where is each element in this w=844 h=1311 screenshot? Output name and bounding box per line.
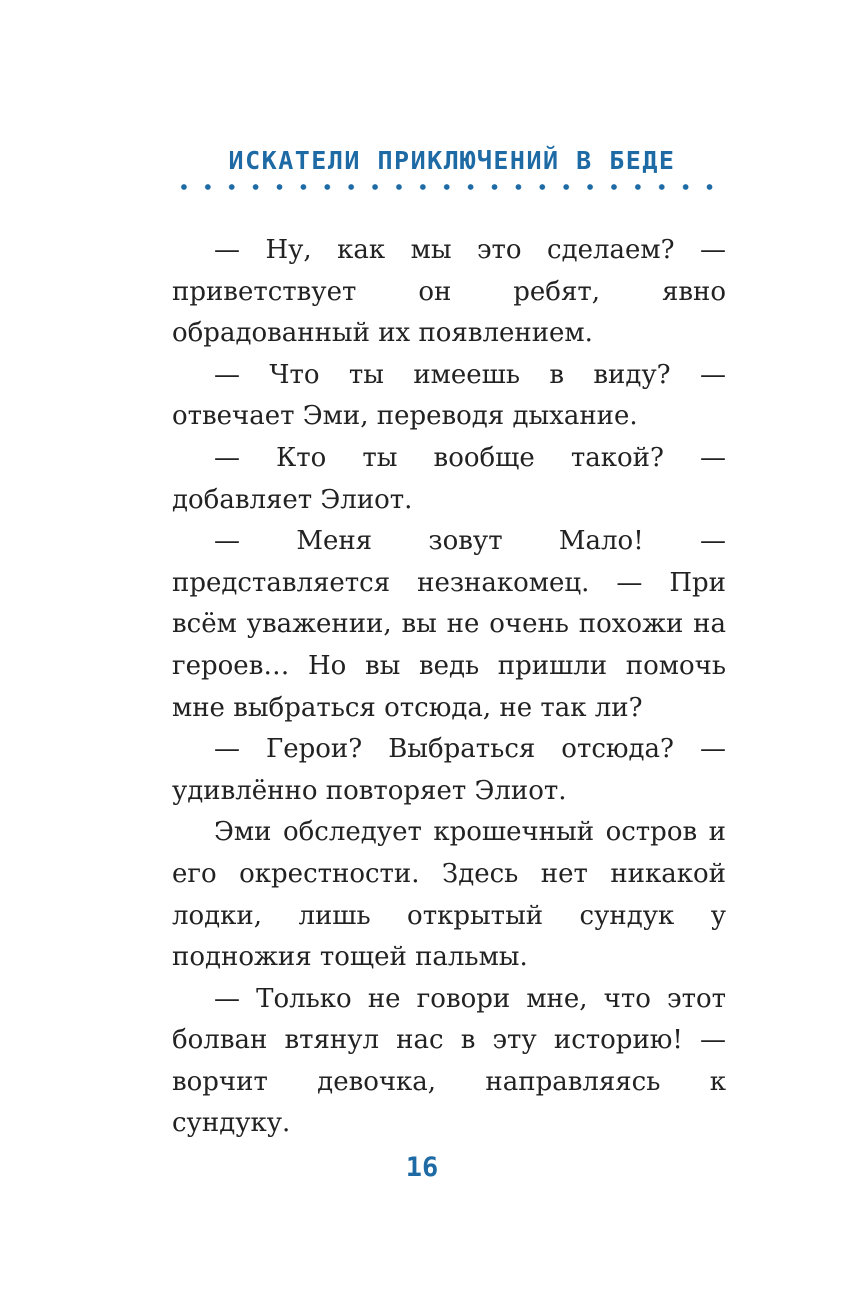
paragraph: — Герои? Выбраться отсюда? — удивлённо повторяет Элиот. bbox=[172, 734, 726, 806]
dotted-divider bbox=[172, 184, 726, 190]
paragraph: — Меня зовут Мало! — представляется незнакомец. — При всём уважении, вы не очень похожи на героев… Но вы ведь пришли помочь мне выбраться отсюда, не так ли? bbox=[172, 526, 726, 723]
running-title: ИСКАТЕЛИ ПРИКЛЮЧЕНИЙ В БЕДЕ bbox=[228, 146, 676, 175]
page-number: 16 bbox=[405, 1152, 439, 1183]
paragraph: — Кто ты вообще такой? — добавляет Элиот. bbox=[172, 442, 726, 515]
paragraph: — Только не говори мне, что этот болван втянул нас в эту историю! — ворчит девочка, направляясь к сундуку. bbox=[172, 983, 726, 1139]
paragraph: — Что ты имеешь в виду? — отвечает Эми, переводя дыхание. bbox=[172, 359, 726, 432]
body-text bbox=[172, 230, 726, 1145]
paragraph: Эми обследует крошечный остров и его окрестности. Здесь нет никакой лодки, лишь открытый сундук у подножия тощей пальмы. bbox=[172, 817, 726, 973]
paragraph: — Ну, как мы это сделаем? — приветствует он ребят, явно обрадованный их появлением. bbox=[172, 235, 726, 349]
